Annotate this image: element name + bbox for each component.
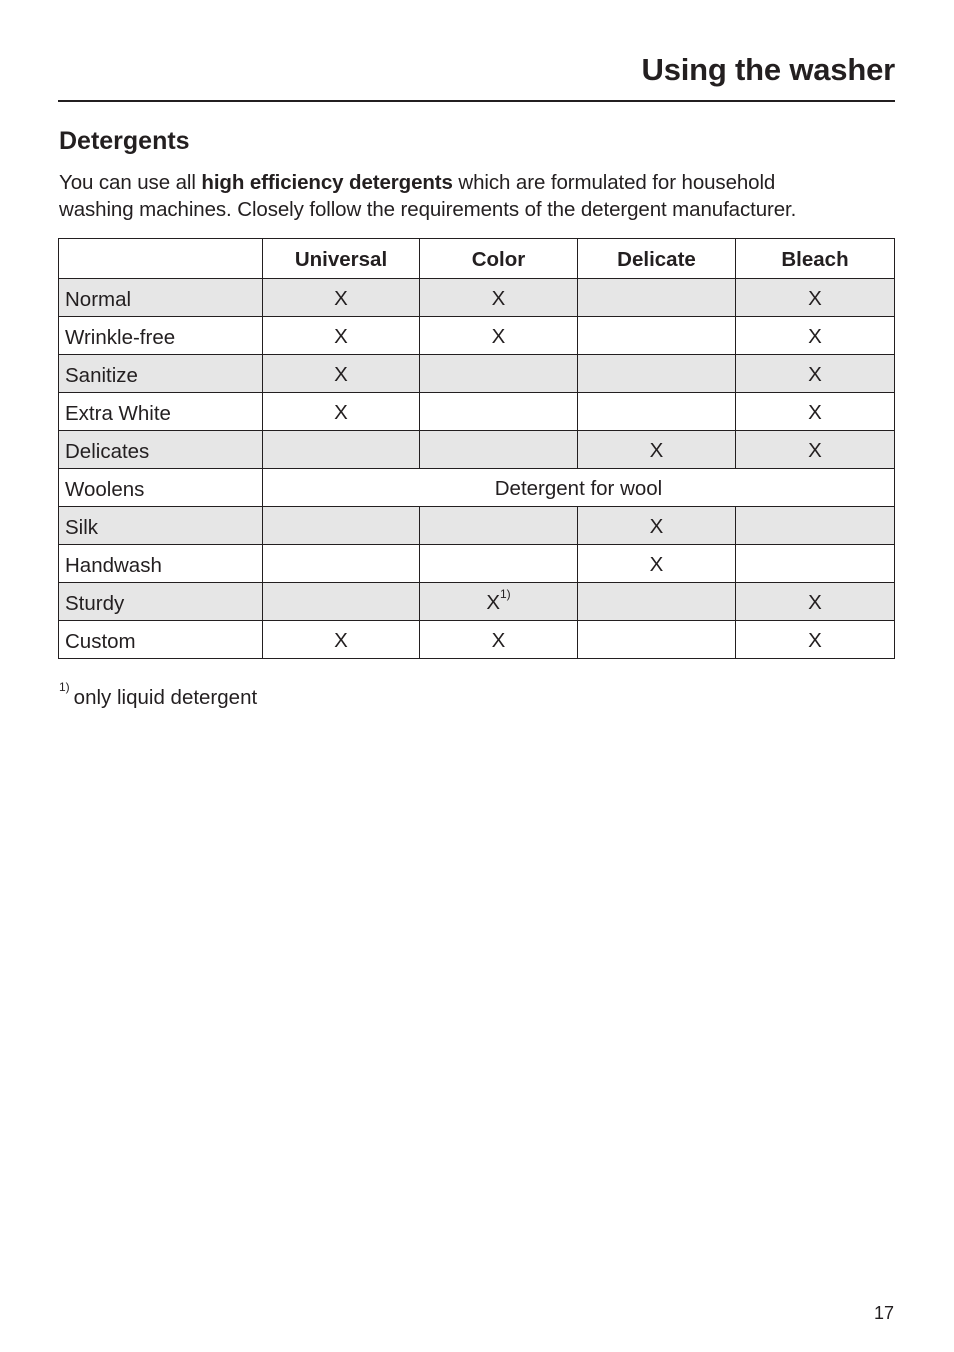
table-row bbox=[59, 621, 895, 659]
table-cell bbox=[578, 355, 736, 393]
footnote-marker: 1) bbox=[59, 680, 70, 694]
footnote-text: only liquid detergent bbox=[73, 686, 258, 709]
table-row bbox=[59, 507, 895, 545]
intro-text-start: You can use all bbox=[59, 171, 202, 194]
column-header-color: Color bbox=[420, 239, 578, 279]
table-cell bbox=[263, 431, 420, 469]
table-header-row bbox=[59, 239, 895, 279]
program-name: Sturdy bbox=[59, 583, 263, 621]
table-cell bbox=[578, 317, 736, 355]
footnote-reference: 1) bbox=[500, 586, 511, 601]
table-row bbox=[59, 279, 895, 317]
table-cell: X bbox=[736, 621, 895, 659]
table-cell: X bbox=[736, 355, 895, 393]
table-cell: X bbox=[736, 431, 895, 469]
program-name: Wrinkle-free bbox=[59, 317, 263, 355]
table-row bbox=[59, 583, 895, 621]
page-header-title: Using the washer bbox=[641, 52, 895, 87]
table-row bbox=[59, 393, 895, 431]
table-cell: X bbox=[263, 393, 420, 431]
table-cell: X bbox=[736, 583, 895, 621]
table-cell bbox=[736, 545, 895, 583]
table-cell: X bbox=[736, 279, 895, 317]
intro-text-line1-end: which are formulated for household bbox=[452, 171, 776, 194]
program-name: Sanitize bbox=[59, 355, 263, 393]
table-cell: X bbox=[263, 355, 420, 393]
table-row bbox=[59, 355, 895, 393]
table-cell bbox=[736, 507, 895, 545]
table-cell bbox=[420, 507, 578, 545]
spanning-cell: Detergent for wool bbox=[263, 469, 895, 507]
table-cell: X bbox=[420, 279, 578, 317]
table-cell: X bbox=[578, 507, 736, 545]
table-cell bbox=[578, 621, 736, 659]
intro-paragraph bbox=[59, 169, 904, 223]
table-cell bbox=[578, 583, 736, 621]
table-cell: X bbox=[578, 431, 736, 469]
table-cell-with-footnote bbox=[420, 583, 578, 621]
program-name: Normal bbox=[59, 279, 263, 317]
table-cell: X bbox=[736, 317, 895, 355]
column-header-universal: Universal bbox=[263, 239, 420, 279]
detergent-table bbox=[58, 238, 895, 659]
header-divider bbox=[58, 100, 895, 102]
table-cell-value: X bbox=[486, 590, 500, 614]
program-name: Extra White bbox=[59, 393, 263, 431]
program-name: Silk bbox=[59, 507, 263, 545]
column-header-delicate: Delicate bbox=[578, 239, 736, 279]
table-row bbox=[59, 317, 895, 355]
intro-text-line2: washing machines. Closely follow the requirements of the detergent manufacturer. bbox=[59, 198, 797, 221]
table-cell bbox=[420, 393, 578, 431]
table-cell: X bbox=[736, 393, 895, 431]
table-cell: X bbox=[420, 317, 578, 355]
program-name: Woolens bbox=[59, 469, 263, 507]
column-header-bleach: Bleach bbox=[736, 239, 895, 279]
program-name: Handwash bbox=[59, 545, 263, 583]
page-number: 17 bbox=[873, 1303, 894, 1323]
column-header-program bbox=[59, 239, 263, 279]
table-cell: X bbox=[263, 621, 420, 659]
footnote bbox=[59, 680, 258, 712]
intro-bold-term: high efficiency detergents bbox=[201, 171, 453, 194]
table-cell bbox=[263, 507, 420, 545]
table-cell bbox=[420, 431, 578, 469]
table-cell: X bbox=[263, 279, 420, 317]
program-name: Custom bbox=[59, 621, 263, 659]
table-cell: X bbox=[420, 621, 578, 659]
table-cell bbox=[263, 545, 420, 583]
table-cell: X bbox=[263, 317, 420, 355]
table-cell bbox=[263, 583, 420, 621]
section-title: Detergents bbox=[59, 127, 190, 155]
table-row bbox=[59, 469, 895, 507]
program-name: Delicates bbox=[59, 431, 263, 469]
table-cell bbox=[420, 545, 578, 583]
table-row bbox=[59, 431, 895, 469]
table-cell bbox=[578, 393, 736, 431]
table-cell: X bbox=[578, 545, 736, 583]
table-cell bbox=[578, 279, 736, 317]
table-row bbox=[59, 545, 895, 583]
table-cell bbox=[420, 355, 578, 393]
